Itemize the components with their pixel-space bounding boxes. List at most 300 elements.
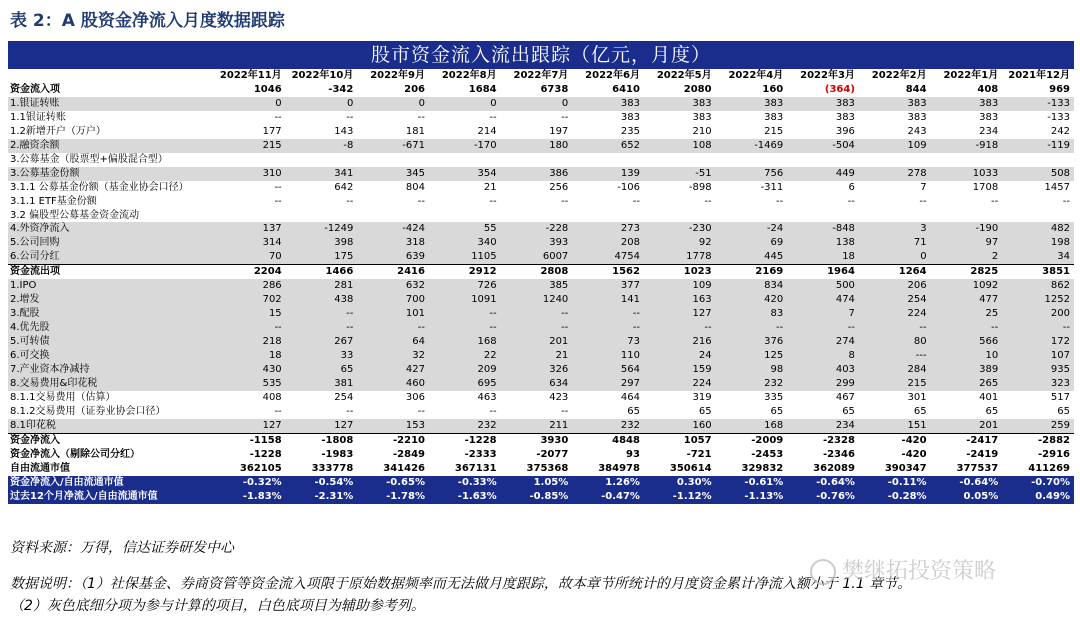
table-cell: 333778 (311, 462, 354, 474)
table-cell: 160 (644, 419, 716, 433)
row-label: 6.公司分红 (8, 250, 214, 264)
table-cell: 2825 (931, 265, 1003, 279)
table-cell: 7 (859, 181, 931, 195)
table-cell: 216 (644, 335, 716, 349)
table-cell: -2882 (1002, 433, 1074, 447)
row-label: 3.公募基金（股票型+偏股混合型） (8, 153, 214, 167)
table-cell: 197 (501, 125, 573, 139)
table-cell: -- (357, 321, 429, 335)
table-cell: -1228 (429, 433, 501, 447)
table-cell: -- (429, 405, 501, 419)
table-cell: -- (501, 307, 573, 321)
table-cell: -504 (787, 139, 859, 153)
row-label: 5.公司回购 (8, 236, 214, 250)
table-cell: -0.85% (501, 490, 573, 504)
table-cell: 314 (214, 236, 286, 250)
table-cell: 153 (357, 419, 429, 433)
table-cell: -- (429, 195, 501, 209)
table-cell (501, 153, 573, 167)
note-line: 数据说明：（1）社保基金、券商资管等资金流入项限于原始数据频率而无法做月度跟踪，故本章节所统计的月度资金累计净流入额小于 1.1 章节。 (10, 576, 912, 592)
table-cell: -1.63% (429, 490, 501, 504)
table-cell: 389 (931, 363, 1003, 377)
table-cell: 64 (357, 335, 429, 349)
row-label: 2.增发 (8, 293, 214, 307)
table-row (8, 293, 1074, 307)
table-cell: -1469 (716, 139, 788, 153)
table-cell: 65 (787, 405, 859, 419)
table-cell (501, 209, 573, 223)
table-cell: 700 (357, 293, 429, 307)
table-cell: 232 (572, 419, 644, 433)
table-cell: 10 (931, 349, 1003, 363)
table-cell: 107 (1002, 349, 1074, 363)
table-cell: -- (859, 321, 931, 335)
table-row (8, 195, 1074, 209)
table-cell: 0.49% (1002, 490, 1074, 504)
row-label: 过去12个月净流入/自由流通市值 (8, 490, 214, 504)
row-label: 7.产业资本净减持 (8, 363, 214, 377)
table-cell (429, 153, 501, 167)
table-cell: 463 (429, 391, 501, 405)
table-cell: 564 (572, 363, 644, 377)
table-cell: 177 (214, 125, 286, 139)
table-cell: 367131 (454, 462, 497, 474)
table-cell: 127 (644, 307, 716, 321)
table-cell (787, 153, 859, 167)
table-cell: 101 (357, 307, 429, 321)
data-grid (8, 69, 1074, 504)
table-cell: 6 (787, 181, 859, 195)
table-cell: 423 (501, 391, 573, 405)
table-row (8, 433, 1074, 447)
table-cell: 1.26% (572, 476, 644, 490)
table-cell: 80 (859, 335, 931, 349)
table-cell (1002, 209, 1074, 223)
table-cell: 482 (1002, 222, 1074, 236)
table-cell (859, 153, 931, 167)
row-label: 3.配股 (8, 307, 214, 321)
table-cell: 108 (644, 139, 716, 153)
table-cell: -- (644, 195, 716, 209)
table-cell: 163 (644, 293, 716, 307)
table-cell: -311 (716, 181, 788, 195)
table-cell: --- (859, 349, 931, 363)
table-row (8, 279, 1074, 293)
table-cell: 383 (931, 97, 1003, 111)
table-cell: 390347 (884, 462, 927, 474)
column-header: 2022年3月 (787, 69, 859, 83)
row-label: 资金净流入（剔除公司分红） (10, 448, 140, 460)
table-cell: -424 (357, 222, 429, 236)
table-cell: 159 (644, 363, 716, 377)
table-cell: 235 (572, 125, 644, 139)
table-cell: -1.13% (716, 490, 788, 504)
column-header: 2022年5月 (644, 69, 716, 83)
table-cell: -190 (931, 222, 1003, 236)
table-cell: 301 (859, 391, 931, 405)
table-cell: -- (286, 307, 358, 321)
table-cell: 403 (787, 363, 859, 377)
table-cell: -0.64% (931, 476, 1003, 490)
table-cell: 65 (286, 363, 358, 377)
table-cell: 0 (214, 97, 286, 111)
table-cell: 208 (572, 236, 644, 250)
table-cell: 70 (214, 250, 286, 264)
table-cell: 834 (716, 279, 788, 293)
table-cell: 209 (429, 363, 501, 377)
table-cell: 267 (286, 335, 358, 349)
table-cell: 377537 (956, 462, 999, 474)
table-cell: 445 (716, 250, 788, 264)
table-cell (931, 209, 1003, 223)
header-corner (8, 69, 214, 83)
table-cell: 206 (404, 83, 425, 95)
table-cell: 256 (501, 181, 573, 195)
table-cell: -119 (1002, 139, 1074, 153)
row-label: 3.1.1 公募基金份额（基金业协会口径） (8, 181, 214, 195)
column-header: 2022年4月 (716, 69, 788, 83)
table-cell: 969 (1049, 83, 1070, 95)
table-cell: 69 (716, 236, 788, 250)
table-cell: 15 (214, 307, 286, 321)
table-cell: -- (501, 195, 573, 209)
table-cell: 464 (572, 391, 644, 405)
table-cell (644, 209, 716, 223)
table-cell: 2912 (429, 265, 501, 279)
table-cell: -2346 (822, 448, 855, 460)
table-cell: 420 (716, 293, 788, 307)
table-cell: 6007 (501, 250, 573, 264)
table-cell: -0.54% (286, 476, 358, 490)
table-cell: 3851 (1002, 265, 1074, 279)
table-cell: 92 (644, 236, 716, 250)
row-label: 4.外资净流入 (8, 222, 214, 236)
table-cell: 376 (716, 335, 788, 349)
table-cell: -1228 (249, 448, 282, 460)
table-cell: 201 (501, 335, 573, 349)
row-label: 1.2新增开户（万户） (8, 125, 214, 139)
table-cell: -- (787, 195, 859, 209)
table-cell: 97 (931, 236, 1003, 250)
table-cell: 639 (357, 250, 429, 264)
table-cell: -0.47% (572, 490, 644, 504)
row-label: 资金净流入 (8, 433, 214, 447)
table-row (8, 181, 1074, 195)
table-cell: 254 (859, 293, 931, 307)
table-cell: 632 (357, 279, 429, 293)
table-cell: 1264 (859, 265, 931, 279)
table-cell: 139 (572, 167, 644, 181)
table-cell: -342 (328, 83, 354, 95)
table-cell: 198 (1002, 236, 1074, 250)
table-cell: -420 (859, 433, 931, 447)
table-cell: 65 (1002, 405, 1074, 419)
table-cell: 326 (501, 363, 573, 377)
table-cell: -1983 (321, 448, 354, 460)
table-cell: 297 (572, 377, 644, 391)
table-cell: 1023 (644, 265, 716, 279)
table-row (8, 490, 1074, 504)
document-title: 表 2：A 股资金净流入月度数据跟踪 (10, 11, 285, 31)
table-row (8, 236, 1074, 250)
table-cell: -1.83% (214, 490, 286, 504)
table-cell: 408 (214, 391, 286, 405)
table-cell: 0 (286, 97, 358, 111)
table-cell: -24 (716, 222, 788, 236)
table-cell: -- (214, 181, 286, 195)
table-cell: -- (501, 111, 573, 125)
table-cell: 383 (859, 97, 931, 111)
table-cell: -- (214, 405, 286, 419)
table-cell: -- (357, 195, 429, 209)
table-cell: -- (1002, 321, 1074, 335)
table-cell: 430 (214, 363, 286, 377)
table-cell: 383 (572, 97, 644, 111)
table-row (8, 349, 1074, 363)
table-cell: -- (214, 321, 286, 335)
note-line: （2）灰色底细分项为参与计算的项目，白色底项目为辅助参考列。 (10, 598, 425, 614)
table-cell: -0.61% (716, 476, 788, 490)
table-cell: 1033 (931, 167, 1003, 181)
table-cell: -0.64% (787, 476, 859, 490)
table-cell: 1466 (286, 265, 358, 279)
table-cell (787, 209, 859, 223)
table-cell: 517 (1002, 391, 1074, 405)
table-cell: -2849 (393, 448, 425, 460)
table-cell: 286 (214, 279, 286, 293)
table-cell: 109 (644, 279, 716, 293)
table-cell: -1808 (286, 433, 358, 447)
table-row (8, 83, 1074, 97)
table-cell: 4848 (572, 433, 644, 447)
row-label: 资金流入项 (10, 83, 60, 95)
table-cell: -106 (572, 181, 644, 195)
table-cell: 98 (716, 363, 788, 377)
row-label: 资金流出项 (8, 265, 214, 279)
table-cell: -918 (931, 139, 1003, 153)
row-label: 8.1.2交易费用（证券业协会口径） (8, 405, 214, 419)
table-cell: 175 (286, 250, 358, 264)
watermark-text: 樊继拓投资策略 (842, 559, 997, 584)
table-row (8, 167, 1074, 181)
row-label: 资金净流入/自由流通市值 (8, 476, 214, 490)
table-cell: 1252 (1002, 293, 1074, 307)
table-cell: 0 (429, 97, 501, 111)
table-cell (214, 153, 286, 167)
table-cell: -- (286, 321, 358, 335)
table-cell: -1.12% (644, 490, 716, 504)
table-row (8, 209, 1074, 223)
table-cell: 2416 (357, 265, 429, 279)
table-cell: 2169 (716, 265, 788, 279)
table-cell: 141 (572, 293, 644, 307)
table-cell: -228 (501, 222, 573, 236)
table-cell: 265 (931, 377, 1003, 391)
table-cell: 232 (716, 377, 788, 391)
table-cell: 18 (214, 349, 286, 363)
row-label: 5.可转债 (8, 335, 214, 349)
table-cell: 1105 (429, 250, 501, 264)
table-row (8, 448, 1074, 462)
table-cell: -2077 (536, 448, 569, 460)
table-cell: 172 (1002, 335, 1074, 349)
table-cell: 756 (716, 167, 788, 181)
row-label: 8.1印花税 (8, 419, 214, 433)
table-cell: 383 (931, 111, 1003, 125)
table-cell: 449 (787, 167, 859, 181)
table-cell: 127 (214, 419, 286, 433)
table-cell: 33 (286, 349, 358, 363)
table-cell: 350614 (669, 462, 712, 474)
table-cell: -- (429, 307, 501, 321)
table-cell: 844 (905, 83, 927, 95)
row-label: 2.融资余额 (8, 139, 214, 153)
table-cell: 1562 (572, 265, 644, 279)
table-row (8, 265, 1074, 279)
row-label: 1.银证转账 (8, 97, 214, 111)
table-cell: 383 (716, 111, 788, 125)
column-header: 2022年2月 (859, 69, 931, 83)
table-cell: 408 (977, 83, 999, 95)
table-cell: 65 (572, 405, 644, 419)
table-cell: -2210 (357, 433, 429, 447)
table-cell: 375368 (526, 462, 569, 474)
table-cell: -671 (357, 139, 429, 153)
table-cell: 65 (716, 405, 788, 419)
table-cell: 381 (286, 377, 358, 391)
table-cell: -- (716, 321, 788, 335)
table-cell: -- (572, 195, 644, 209)
table-cell: 109 (859, 139, 931, 153)
table-cell: -2.31% (286, 490, 358, 504)
table-row (8, 391, 1074, 405)
table-cell: -0.32% (214, 476, 286, 490)
row-label: 1.1银证转账 (8, 111, 214, 125)
table-cell: 702 (214, 293, 286, 307)
table-cell: 335 (716, 391, 788, 405)
table-cell: -0.70% (1002, 476, 1074, 490)
table-cell: 201 (931, 419, 1003, 433)
table-cell (429, 209, 501, 223)
table-cell: -- (787, 321, 859, 335)
table-cell: 362105 (239, 462, 282, 474)
table-cell: 1240 (501, 293, 573, 307)
table-cell: 299 (787, 377, 859, 391)
table-cell: 306 (357, 391, 429, 405)
table-cell: 477 (931, 293, 1003, 307)
table-cell: 340 (429, 236, 501, 250)
table-cell: 1457 (1002, 181, 1074, 195)
column-header: 2021年12月 (1002, 69, 1074, 83)
table-row (8, 335, 1074, 349)
table-row (8, 139, 1074, 153)
table-cell: 1778 (644, 250, 716, 264)
table-cell: 398 (286, 236, 358, 250)
table-header (8, 69, 1074, 83)
table-cell: -- (716, 195, 788, 209)
table-cell: 83 (716, 307, 788, 321)
header-row (8, 69, 1074, 83)
table-cell: 6738 (540, 83, 569, 95)
table-cell: 310 (214, 167, 286, 181)
table-cell: 318 (357, 236, 429, 250)
table-cell: -420 (901, 448, 927, 460)
table-cell: 1684 (468, 83, 497, 95)
table-cell: 383 (787, 111, 859, 125)
table-cell: 323 (1002, 377, 1074, 391)
table-cell (214, 209, 286, 223)
table-cell: -721 (686, 448, 712, 460)
table-cell: 427 (357, 363, 429, 377)
table-cell: 211 (501, 419, 573, 433)
table-cell: -- (214, 195, 286, 209)
table-cell: 1.05% (501, 476, 573, 490)
table-row (8, 111, 1074, 125)
table-row (8, 476, 1074, 490)
table-cell: -- (429, 321, 501, 335)
table-cell: 137 (214, 222, 286, 236)
table-cell: 634 (501, 377, 573, 391)
table-cell (716, 153, 788, 167)
row-label: 1.IPO (8, 279, 214, 293)
table-cell: 642 (286, 181, 358, 195)
table-cell: -- (286, 111, 358, 125)
table-cell: 2 (931, 250, 1003, 264)
table-cell (572, 153, 644, 167)
table-cell: 218 (214, 335, 286, 349)
column-header: 2022年7月 (501, 69, 573, 83)
table-cell: -- (1002, 195, 1074, 209)
table-cell: -- (286, 405, 358, 419)
table-row (8, 125, 1074, 139)
table-cell: -- (501, 405, 573, 419)
table-row (8, 153, 1074, 167)
table-cell: 467 (787, 391, 859, 405)
table-cell: 3930 (501, 433, 573, 447)
table-title-banner: 股市资金流入流出跟踪（亿元，月度） (8, 41, 1074, 69)
table-cell: -- (931, 321, 1003, 335)
table-cell: 214 (429, 125, 501, 139)
table-cell: -- (286, 195, 358, 209)
table-cell: 1092 (931, 279, 1003, 293)
table-cell: 401 (931, 391, 1003, 405)
table-cell: -- (931, 195, 1003, 209)
table-cell: 21 (501, 349, 573, 363)
table-cell: 224 (859, 307, 931, 321)
fund-flow-table (8, 41, 1074, 504)
table-cell: 181 (357, 125, 429, 139)
table-cell: 1708 (931, 181, 1003, 195)
row-label: 自由流通市值 (10, 462, 70, 474)
table-cell: -2453 (751, 448, 784, 460)
table-cell (357, 153, 429, 167)
table-cell: 935 (1002, 363, 1074, 377)
table-cell: 93 (626, 448, 640, 460)
column-header: 2022年1月 (931, 69, 1003, 83)
table-cell: 210 (644, 125, 716, 139)
table-cell: 726 (429, 279, 501, 293)
table-cell: -0.65% (357, 476, 429, 490)
table-cell: 500 (787, 279, 859, 293)
data-notes (10, 573, 911, 617)
table-cell: -- (214, 111, 286, 125)
row-label: 6.可交换 (8, 349, 214, 363)
table-cell: 234 (931, 125, 1003, 139)
row-label: 3.1.1 ETF基金份额 (8, 195, 214, 209)
table-cell: 22 (429, 349, 501, 363)
row-label: 8.1.1交易费用（估算） (8, 391, 214, 405)
table-cell: 8 (787, 349, 859, 363)
